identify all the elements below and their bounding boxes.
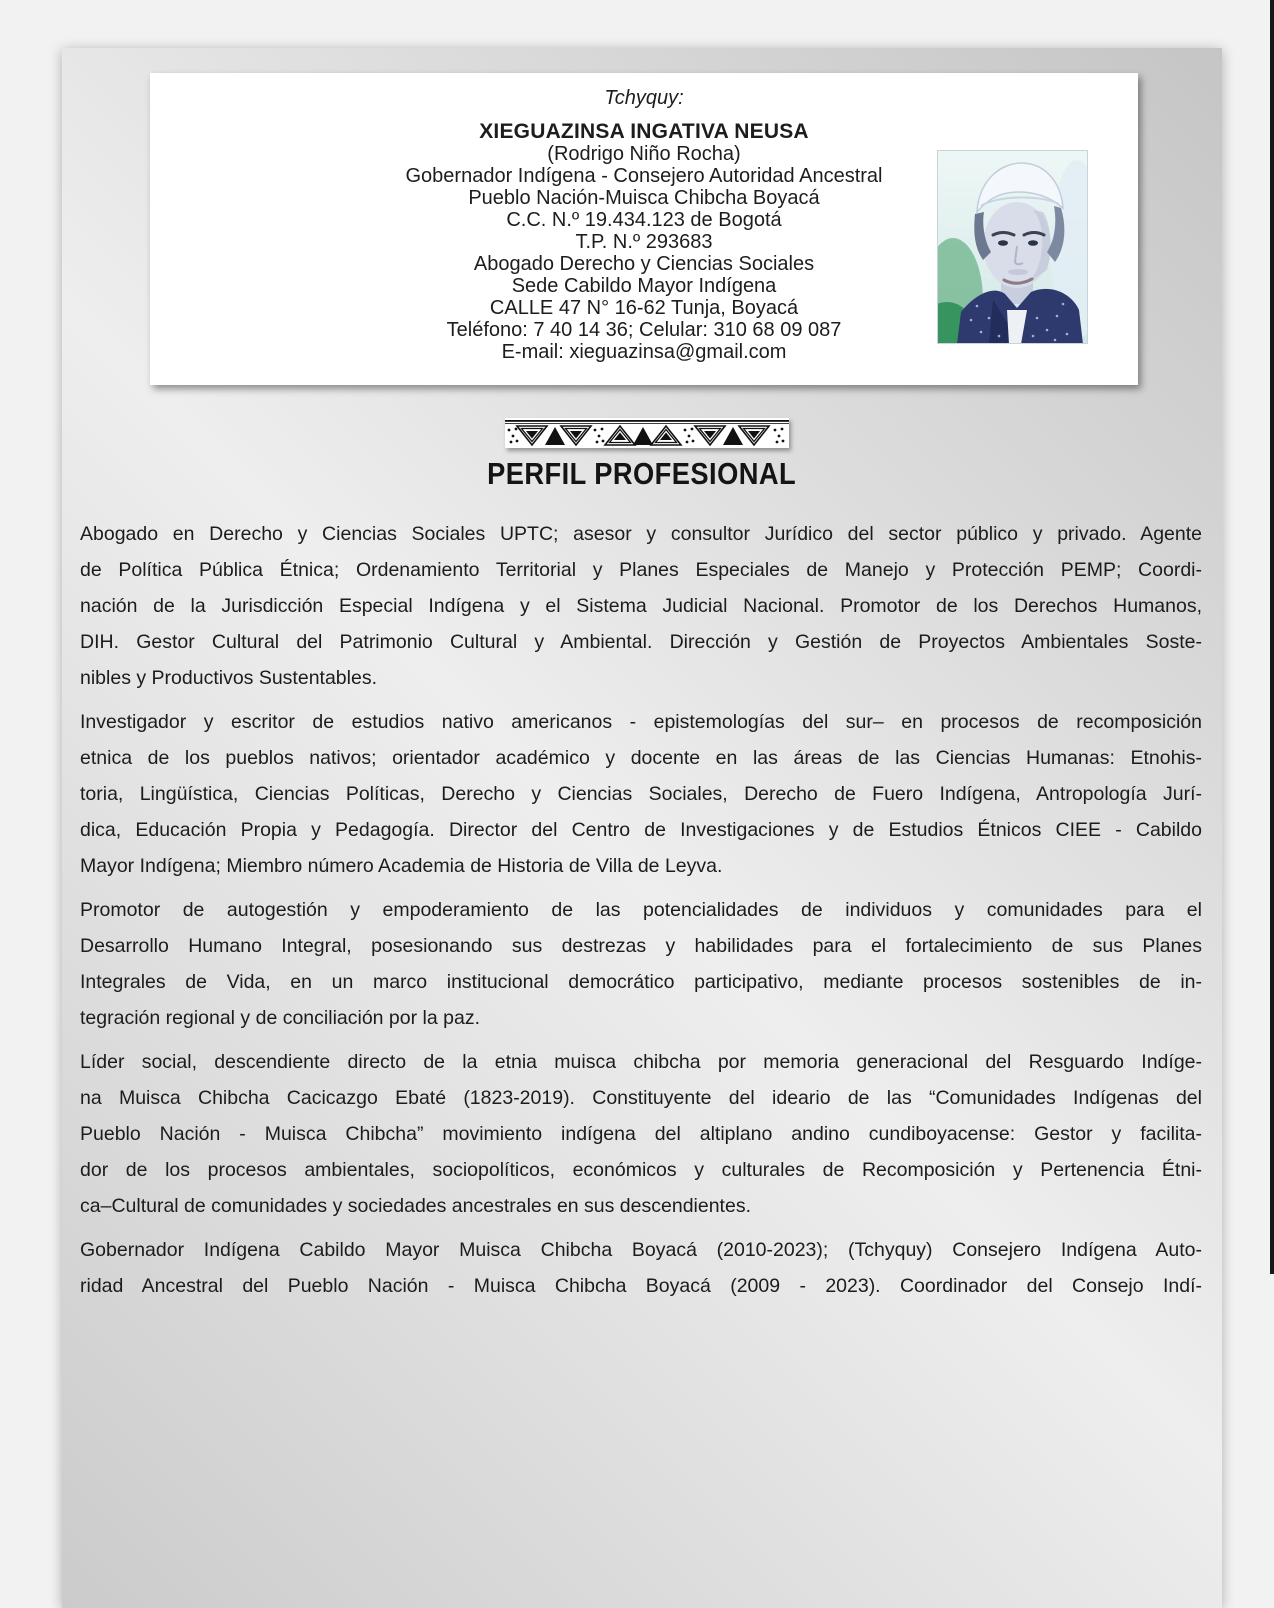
profile-body bbox=[80, 516, 1202, 1312]
profession-line: Abogado Derecho y Ciencias Sociales bbox=[473, 253, 815, 275]
paragraph-line: dica, Educación Propia y Pedagogía. Director del Centro de Investigaciones y de Estudios Étnicos CIEE - Cabildo bbox=[80, 819, 1202, 841]
cc-number-line: C.C. N.º 19.434.123 de Bogotá bbox=[506, 209, 782, 231]
paragraph-line: tegración regional y de conciliación por la paz. bbox=[80, 1007, 480, 1029]
sede-line: Sede Cabildo Mayor Indígena bbox=[511, 275, 777, 297]
paragraph-line: dor de los procesos ambientales, sociopolíticos, económicos y culturales de Recomposición y Pertenencia Étni- bbox=[80, 1159, 1202, 1181]
role-line: Gobernador Indígena - Consejero Autoridad Ancestral bbox=[405, 165, 883, 187]
paragraph-line: Promotor de autogestión y empoderamiento de las potencialidades de individuos y comunidades para el bbox=[80, 899, 1202, 921]
paragraph-line: Pueblo Nación - Muisca Chibcha” movimiento indígena del altiplano andino cundiboyacense: Gestor y facilita- bbox=[80, 1123, 1202, 1145]
window-edge bbox=[1270, 0, 1274, 1274]
paragraph-line: toria, Lingüística, Ciencias Políticas, Derecho y Ciencias Sociales, Derecho de Fuero Indígena, Antropología Jurí- bbox=[80, 783, 1202, 805]
paragraph-line: etnica de los pueblos nativos; orientador académico y docente en las áreas de las Ciencias Humanas: Etnohis- bbox=[80, 747, 1202, 769]
paragraph-line: Integrales de Vida, en un marco institucional democrático participativo, mediante procesos sostenibles de in- bbox=[80, 971, 1202, 993]
paragraph-line: Desarrollo Humano Integral, posesionando sus destrezas y habilidades para el fortalecimiento de sus Planes bbox=[80, 935, 1202, 957]
paragraph-line: ridad Ancestral del Pueblo Nación - Muisca Chibcha Boyacá (2009 - 2023). Coordinador del Consejo Indí- bbox=[80, 1275, 1202, 1297]
portrait-photo bbox=[937, 150, 1088, 344]
paragraph-line: nación de la Jurisdicción Especial Indígena y el Sistema Judicial Nacional. Promotor de los Derechos Humanos, bbox=[80, 595, 1202, 617]
profile-paragraph-1 bbox=[80, 516, 1202, 696]
profile-paragraph-2 bbox=[80, 704, 1202, 884]
tp-number-line: T.P. N.º 293683 bbox=[575, 231, 713, 253]
tribal-band-icon bbox=[505, 418, 789, 448]
document-page bbox=[62, 48, 1222, 1608]
paragraph-line: nibles y Productivos Sustentables. bbox=[80, 667, 377, 689]
section-title: PERFIL PROFESIONAL bbox=[487, 456, 797, 491]
paragraph-line: na Muisca Chibcha Cacicazgo Ebaté (1823-2019). Constituyente del ideario de las “Comunidades Indígenas del bbox=[80, 1087, 1202, 1109]
paragraph-line: Líder social, descendiente directo de la etnia muisca chibcha por memoria generacional del Resguardo Indíge- bbox=[80, 1051, 1202, 1073]
profile-paragraph-3 bbox=[80, 892, 1202, 1036]
paragraph-line: DIH. Gestor Cultural del Patrimonio Cultural y Ambiental. Dirección y Gestión de Proyectos Ambientales Soste- bbox=[80, 631, 1202, 653]
person-alias: (Rodrigo Niño Rocha) bbox=[547, 143, 741, 165]
profile-paragraph-5 bbox=[80, 1232, 1202, 1304]
profile-paragraph-4 bbox=[80, 1044, 1202, 1224]
paragraph-line: Investigador y escritor de estudios nativo americanos - epistemologías del sur– en procesos de recomposición bbox=[80, 711, 1202, 733]
salutation: Tchyquy: bbox=[604, 87, 684, 109]
email-line: E-mail: xieguazinsa@gmail.com bbox=[501, 341, 787, 363]
section-title-row bbox=[62, 454, 1222, 493]
phone-line: Teléfono: 7 40 14 36; Celular: 310 68 09 087 bbox=[446, 319, 842, 341]
paragraph-line: Mayor Indígena; Miembro número Academia de Historia de Villa de Leyva. bbox=[80, 855, 723, 877]
header-card bbox=[150, 73, 1138, 385]
address-line: CALLE 47 N° 16-62 Tunja, Boyacá bbox=[489, 297, 799, 319]
paragraph-line: Gobernador Indígena Cabildo Mayor Muisca Chibcha Boyacá (2010-2023); (Tchyquy) Consejero Indígena Auto- bbox=[80, 1239, 1202, 1261]
paragraph-line: ca–Cultural de comunidades y sociedades ancestrales en sus descendientes. bbox=[80, 1195, 751, 1217]
paragraph-line: de Política Pública Étnica; Ordenamiento Territorial y Planes Especiales de Manejo y Protección PEMP; Coordi- bbox=[80, 559, 1202, 581]
nation-line: Pueblo Nación-Muisca Chibcha Boyacá bbox=[468, 187, 820, 209]
paragraph-line: Abogado en Derecho y Ciencias Sociales UPTC; asesor y consultor Jurídico del sector público y privado. Agente bbox=[80, 523, 1202, 545]
person-name: XIEGUAZINSA INGATIVA NEUSA bbox=[479, 120, 809, 143]
